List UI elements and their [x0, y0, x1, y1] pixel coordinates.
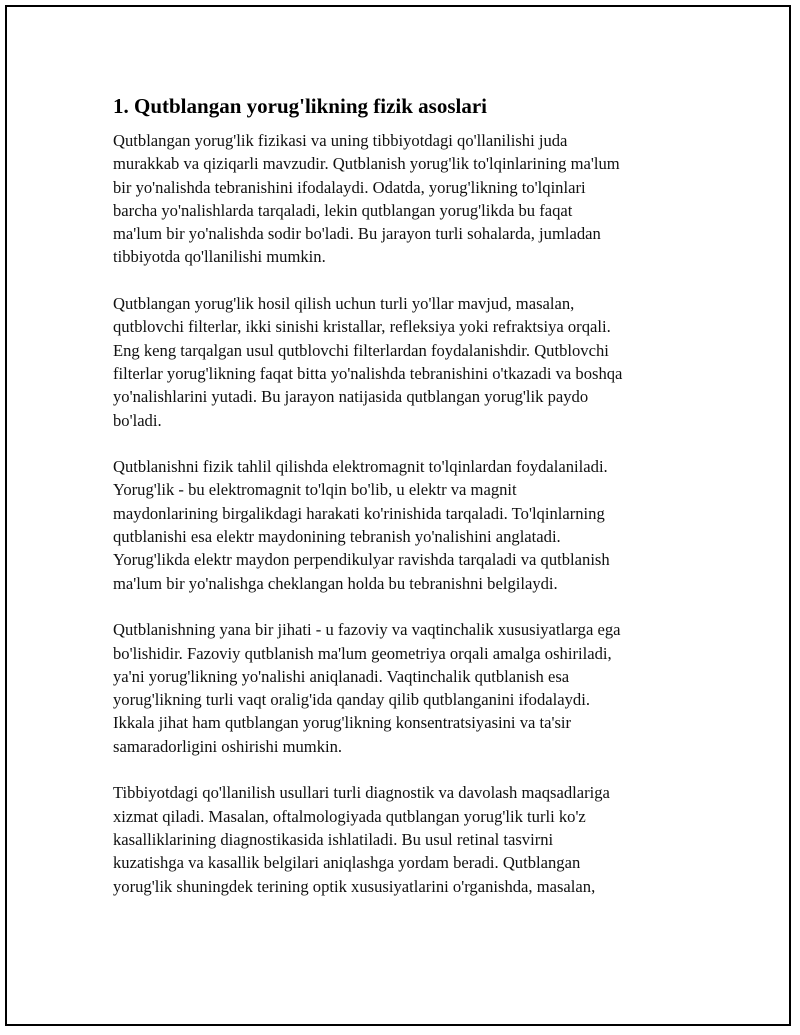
- text-line: ya'ni yorug'likning yo'nalishi aniqlanadi. Vaqtinchalik qutblanish esa: [113, 666, 570, 686]
- text-line: kasalliklarining diagnostikasida ishlatiladi. Bu usul retinal tasvirni: [113, 829, 554, 849]
- text-line: ma'lum bir yo'nalishda sodir bo'ladi. Bu jarayon turli sohalarda, jumladan: [113, 224, 601, 244]
- text-line: qutblanishi esa elektr maydonining tebranish yo'nalishini anglatadi.: [113, 527, 561, 547]
- text-line: xizmat qiladi. Masalan, oftalmologiyada qutblangan yorug'lik turli ko'z: [113, 806, 586, 826]
- paragraph-3: [113, 455, 693, 595]
- text-line: tibbiyotda qo'llanilishi mumkin.: [113, 247, 326, 267]
- text-line: Tibbiyotdagi qo'llanilish usullari turli diagnostik va davolash maqsadlariga: [113, 783, 610, 803]
- text-line: maydonlarining birgalikdagi harakati ko'rinishida tarqaladi. To'lqinlarning: [113, 503, 605, 523]
- document-body: [113, 93, 693, 921]
- text-line: Ikkala jihat ham qutblangan yorug'likning konsentratsiyasini va ta'sir: [113, 713, 572, 733]
- text-line: yorug'lik shuningdek terining optik xususiyatlarini o'rganishda, masalan,: [113, 876, 596, 896]
- text-line: Qutblangan yorug'lik fizikasi va uning tibbiyotdagi qo'llanilishi juda: [113, 131, 568, 150]
- text-line: Yorug'likda elektr maydon perpendikulyar ravishda tarqaladi va qutblanish: [113, 550, 610, 570]
- text-line: yo'nalishlarini yutadi. Bu jarayon natijasida qutblangan yorug'lik paydo: [113, 387, 589, 407]
- text-line: bo'lishidir. Fazoviy qutblanish ma'lum geometriya orqali amalga oshiriladi,: [113, 643, 612, 663]
- paragraph-1: [113, 129, 693, 269]
- text-line: Qutblanishning yana bir jihati - u fazoviy va vaqtinchalik xususiyatlarga ega: [113, 620, 621, 640]
- text-line: Eng keng tarqalgan usul qutblovchi filterlardan foydalanishdir. Qutblovchi: [113, 340, 609, 360]
- text-line: filterlar yorug'likning faqat bitta yo'nalishda tebranishini o'tkazadi va boshqa: [113, 363, 623, 383]
- text-line: yorug'likning turli vaqt oralig'ida qanday qilib qutblanganini ifodalaydi.: [113, 690, 590, 710]
- text-line: qutblovchi filterlar, ikki sinishi kristallar, refleksiya yoki refraktsiya orqali.: [113, 317, 611, 337]
- text-line: Qutblangan yorug'lik hosil qilish uchun turli yo'llar mavjud, masalan,: [113, 294, 575, 314]
- text-line: Qutblanishni fizik tahlil qilishda elektromagnit to'lqinlardan foydalaniladi.: [113, 457, 608, 477]
- text-line: kuzatishga va kasallik belgilari aniqlashga yordam beradi. Qutblangan: [113, 853, 581, 873]
- text-line: samaradorligini oshirishi mumkin.: [113, 736, 343, 756]
- text-line: barcha yo'nalishlarda tarqaladi, lekin qutblangan yorug'likda bu faqat: [113, 200, 573, 220]
- text-line: bo'ladi.: [113, 410, 162, 430]
- text-line: ma'lum bir yo'nalishga cheklangan holda bu tebranishni belgilaydi.: [113, 573, 558, 593]
- paragraph-5: [113, 781, 693, 897]
- text-line: Yorug'lik - bu elektromagnit to'lqin bo'lib, u elektr va magnit: [113, 480, 517, 500]
- text-line: bir yo'nalishda tebranishini ifodalaydi. Odatda, yorug'likning to'lqinlari: [113, 177, 586, 197]
- paragraph-2: [113, 292, 693, 432]
- paragraph-4: [113, 618, 693, 758]
- text-line: murakkab va qiziqarli mavzudir. Qutblanish yorug'lik to'lqinlarining ma'lum: [113, 154, 620, 174]
- section-heading: 1. Qutblangan yorug'likning fizik asoslari: [113, 94, 488, 118]
